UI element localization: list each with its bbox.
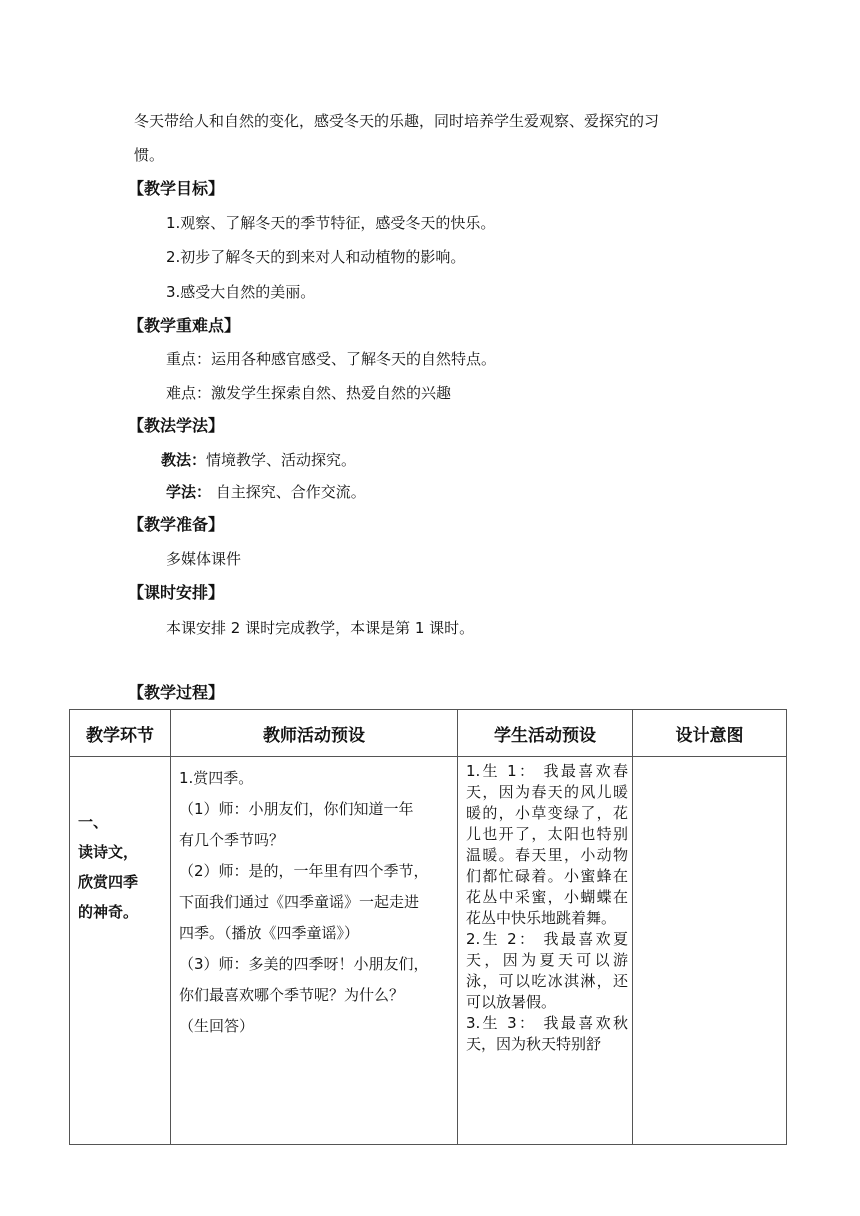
teaching-method-label: 教法： (161, 451, 207, 469)
teacher-line: 1.赏四季。 (179, 769, 254, 787)
student-response: 3.生 3： 我最喜欢秋天，因为秋天特别舒 (466, 1014, 628, 1053)
table-header-row (70, 710, 787, 757)
learning-method (166, 482, 366, 502)
teacher-line: 下面我们通过《四季童谣》一起走进 (179, 893, 420, 911)
difficulty-point: 难点：激发学生探索自然、热爱自然的兴趣 (166, 384, 452, 402)
intro-line-1: 冬天带给人和自然的变化，感受冬天的乐趣，同时培养学生爱观察、爱探究的习 (134, 112, 660, 130)
goal-item-2: 2.初步了解冬天的到来对人和动植物的影响。 (166, 248, 466, 266)
stage-line: 一、 (78, 813, 109, 831)
teacher-line: （1）师：小朋友们，你们知道一年 (179, 800, 414, 818)
goals-heading: 【教学目标】 (128, 179, 225, 198)
teacher-line: （生回答） (179, 1017, 255, 1035)
teacher-line: （2）师：是的，一年里有四个季节， (179, 862, 429, 880)
column-header-intent: 设计意图 (633, 710, 787, 757)
column-header-teacher: 教师活动预设 (171, 710, 458, 757)
student-response: 1.生 1： 我最喜欢春天，因为春天的风儿暖暖的，小草变绿了，花儿也开了，太阳也特别温暖。春天里，小动物们都忙碌着。小蜜蜂在花丛中采蜜，小蝴蝶在花丛中快乐地跳着舞。 (466, 762, 628, 927)
stage-line: 欣赏四季 (78, 873, 139, 891)
column-header-student: 学生活动预设 (458, 710, 633, 757)
key-points-heading: 【教学重难点】 (128, 316, 241, 335)
intro-line-2: 惯。 (134, 146, 165, 164)
teaching-process-table (69, 709, 787, 1145)
teacher-line: 你们最喜欢哪个季节呢？为什么？ (179, 986, 405, 1004)
preparation-heading: 【教学准备】 (128, 515, 225, 534)
schedule-heading: 【课时安排】 (128, 583, 225, 602)
teaching-method-text: 情境教学、活动探究。 (206, 451, 357, 469)
process-heading: 【教学过程】 (128, 683, 225, 702)
teacher-activity-cell (171, 757, 458, 1145)
methods-heading: 【教法学法】 (128, 416, 225, 435)
teacher-line: 有几个季节吗？ (179, 831, 285, 849)
student-activity-cell (458, 757, 633, 1145)
schedule-text: 本课安排 2 课时完成教学，本课是第 1 课时。 (166, 619, 475, 637)
stage-line: 的神奇。 (78, 903, 139, 921)
teaching-method (161, 450, 356, 470)
learning-method-text: 自主探究、合作交流。 (211, 483, 366, 501)
stage-cell (70, 757, 171, 1145)
student-response: 2.生 2： 我最喜欢夏天，因为夏天可以游泳，可以吃冰淇淋，还可以放暑假。 (466, 930, 628, 1011)
design-intent-cell (633, 757, 787, 1145)
table-row (70, 757, 787, 1145)
goal-item-3: 3.感受大自然的美丽。 (166, 283, 316, 301)
column-header-stage: 教学环节 (70, 710, 171, 757)
learning-method-label: 学法： (166, 483, 212, 501)
preparation-text: 多媒体课件 (166, 550, 242, 568)
teacher-line: 四季。（播放《四季童谣》） (179, 924, 360, 942)
teacher-line: （3）师：多美的四季呀！小朋友们， (179, 955, 429, 973)
stage-line: 读诗文， (78, 843, 139, 861)
focus-point: 重点：运用各种感官感受、了解冬天的自然特点。 (166, 350, 497, 368)
goal-item-1: 1.观察、了解冬天的季节特征，感受冬天的快乐。 (166, 214, 496, 232)
